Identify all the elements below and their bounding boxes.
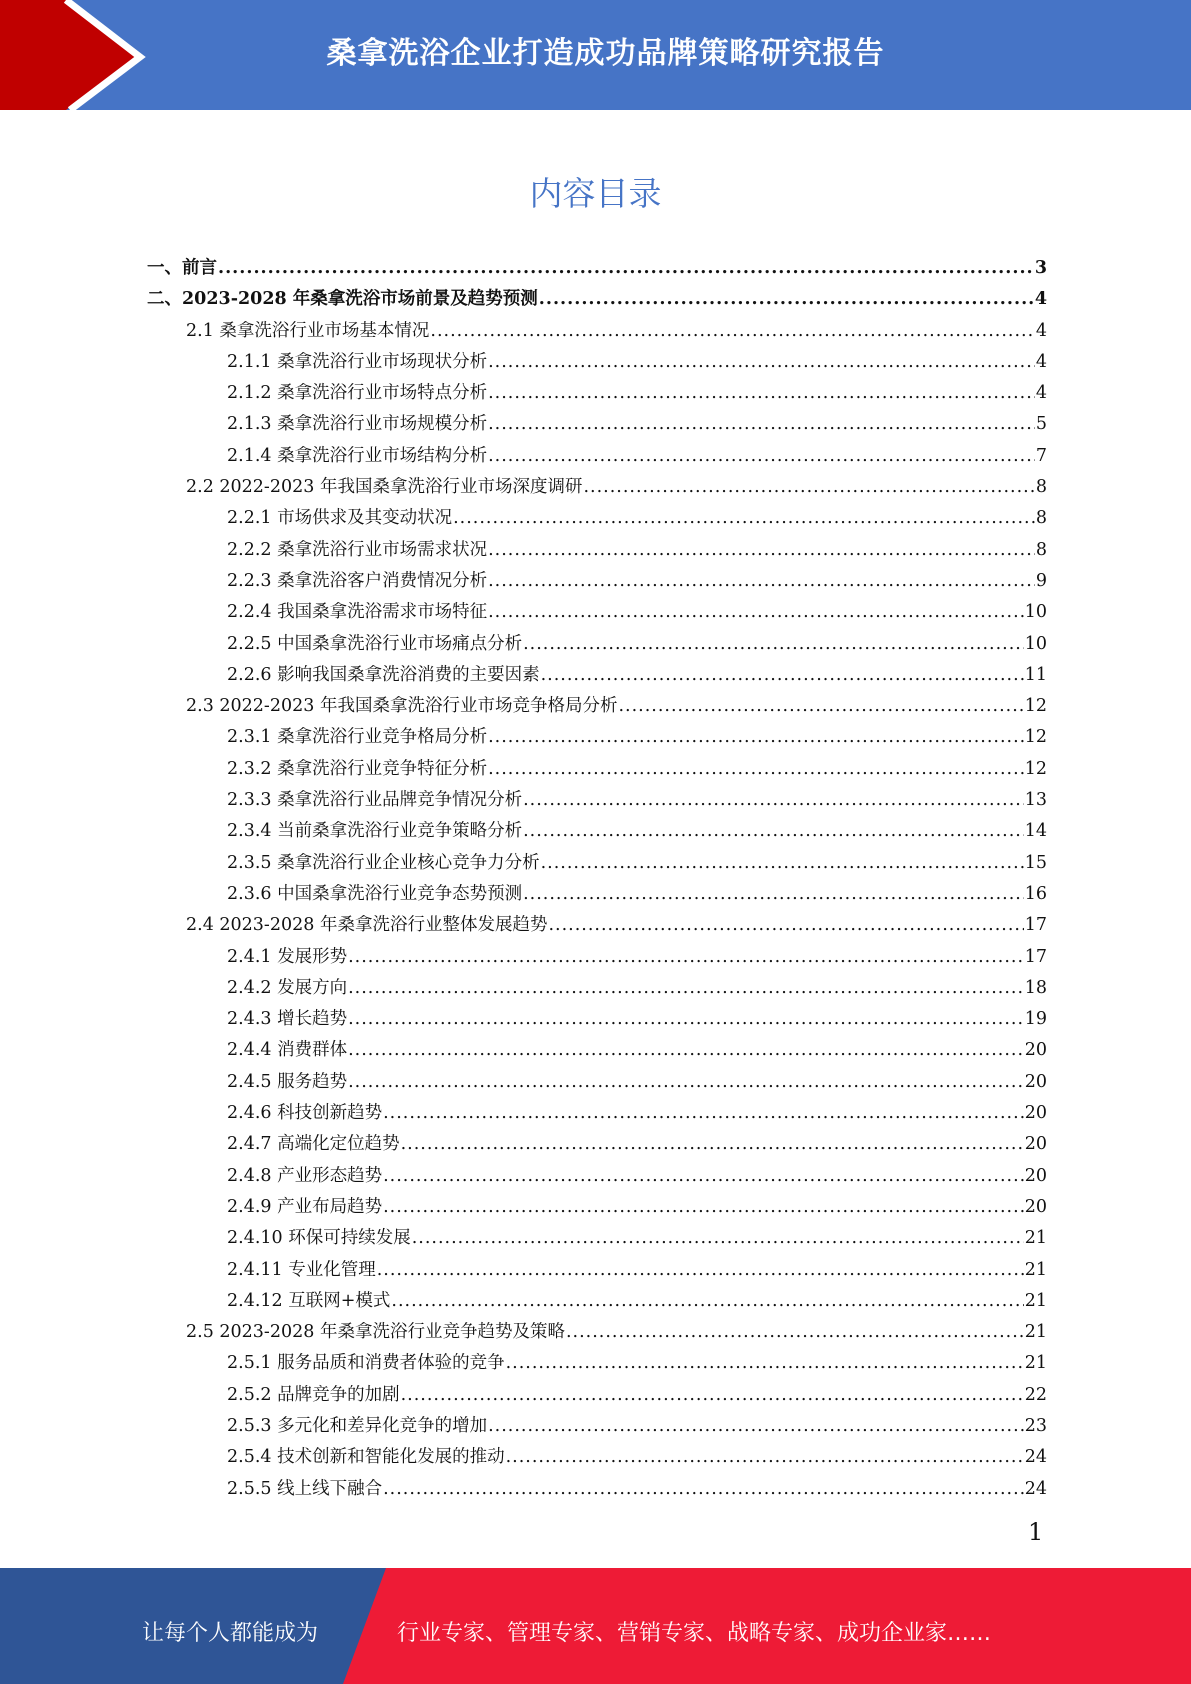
toc-entry-page: 23	[1024, 1415, 1047, 1436]
toc-entry-label: 2.2.6 影响我国桑拿洗浴消费的主要因素	[227, 664, 540, 685]
toc-entry-page: 10	[1024, 602, 1047, 623]
toc-leader-dots	[488, 722, 1024, 753]
toc-leader-dots	[539, 284, 1034, 315]
toc-leader-dots	[412, 1223, 1024, 1254]
toc-leader-dots	[488, 1411, 1024, 1442]
toc-leader-dots	[583, 472, 1034, 503]
toc-entry-page: 10	[1024, 633, 1047, 654]
toc-entry[interactable]	[147, 1317, 1047, 1348]
toc-entry-page: 20	[1024, 1103, 1047, 1124]
toc-leader-dots	[383, 1161, 1024, 1192]
toc-entry-label: 2.4.8 产业形态趋势	[227, 1165, 383, 1186]
toc-entry[interactable]	[147, 1442, 1047, 1473]
toc-heading: 内容目录	[529, 174, 662, 213]
toc-leader-dots	[523, 629, 1024, 660]
toc-entry-label: 2.1.4 桑拿洗浴行业市场结构分析	[227, 445, 488, 466]
toc-entry-label: 二、2023-2028 年桑拿洗浴市场前景及趋势预测	[147, 289, 538, 310]
toc-entry[interactable]	[147, 409, 1047, 440]
toc-leader-dots	[348, 973, 1024, 1004]
toc-entry[interactable]	[147, 1223, 1047, 1254]
toc-entry-label: 2.2.4 我国桑拿洗浴需求市场特征	[227, 602, 488, 623]
page-header	[0, 0, 1191, 110]
toc-entry-page: 24	[1024, 1478, 1047, 1499]
toc-entry[interactable]	[147, 1035, 1047, 1066]
footer-slogan-right: 行业专家、管理专家、营销专家、战略专家、成功企业家……	[397, 1621, 992, 1646]
toc-entry-page: 20	[1024, 1040, 1047, 1061]
toc-entry-page: 14	[1024, 821, 1047, 842]
toc-entry-page: 21	[1024, 1322, 1047, 1343]
toc-entry-page: 20	[1024, 1071, 1047, 1092]
toc-entry[interactable]	[147, 503, 1047, 534]
toc-entry[interactable]	[147, 816, 1047, 847]
toc-entry-label: 2.2.5 中国桑拿洗浴行业市场痛点分析	[227, 633, 523, 654]
toc-entry[interactable]	[147, 660, 1047, 691]
toc-entry-page: 7	[1035, 445, 1047, 466]
toc-entry[interactable]	[147, 973, 1047, 1004]
toc-entry-page: 17	[1024, 946, 1047, 967]
toc-entry-label: 2.3.3 桑拿洗浴行业品牌竞争情况分析	[227, 790, 523, 811]
footer-slogan-left: 让每个人都能成为	[142, 1621, 319, 1646]
toc-entry-page: 11	[1024, 664, 1047, 685]
toc-entry-page: 9	[1035, 570, 1047, 591]
toc-entry-label: 2.3.4 当前桑拿洗浴行业竞争策略分析	[227, 821, 523, 842]
toc-entry-label: 2.3.2 桑拿洗浴行业竞争特征分析	[227, 758, 488, 779]
toc-entry[interactable]	[147, 1255, 1047, 1286]
toc-entry-label: 2.4 2023-2028 年桑拿洗浴行业整体发展趋势	[186, 915, 548, 936]
toc-entry-label: 2.5.2 品牌竞争的加剧	[227, 1384, 400, 1405]
toc-entry-page: 21	[1024, 1228, 1047, 1249]
toc-leader-dots	[566, 1317, 1024, 1348]
toc-entry[interactable]	[147, 597, 1047, 628]
toc-leader-dots	[541, 660, 1024, 691]
toc-leader-dots	[488, 441, 1035, 472]
toc-entry-label: 2.3.5 桑拿洗浴行业企业核心竞争力分析	[227, 852, 540, 873]
toc-entry-label: 2.4.12 互联网+模式	[227, 1290, 391, 1311]
toc-entry-page: 22	[1024, 1384, 1047, 1405]
toc-leader-dots	[391, 1286, 1023, 1317]
toc-leader-dots	[488, 535, 1035, 566]
toc-entry-label: 2.1 桑拿洗浴行业市场基本情况	[186, 320, 430, 341]
toc-leader-dots	[348, 1067, 1024, 1098]
toc-entry-page: 5	[1035, 414, 1047, 435]
toc-leader-dots	[218, 253, 1034, 284]
toc-entry-label: 2.4.1 发展形势	[227, 946, 348, 967]
toc-entry-label: 2.4.4 消费群体	[227, 1040, 348, 1061]
toc-entry-label: 2.4.2 发展方向	[227, 977, 348, 998]
toc-leader-dots	[401, 1129, 1024, 1160]
toc-leader-dots	[548, 910, 1023, 941]
toc-leader-dots	[383, 1192, 1024, 1223]
toc-entry-page: 4	[1034, 289, 1047, 310]
toc-entry-label: 2.5.1 服务品质和消费者体验的竞争	[227, 1353, 505, 1374]
toc-entry[interactable]	[147, 441, 1047, 472]
toc-entry[interactable]	[147, 253, 1047, 284]
toc-leader-dots	[523, 785, 1024, 816]
toc-entry-label: 2.4.9 产业布局趋势	[227, 1196, 383, 1217]
toc-entry-label: 2.5.5 线上线下融合	[227, 1478, 383, 1499]
report-title: 桑拿洗浴企业打造成功品牌策略研究报告	[326, 36, 885, 71]
toc-entry[interactable]	[147, 1474, 1047, 1505]
toc-leader-dots	[523, 879, 1024, 910]
toc-entry[interactable]	[147, 1161, 1047, 1192]
toc-leader-dots	[488, 409, 1035, 440]
toc-entry[interactable]	[147, 629, 1047, 660]
toc-entry-label: 2.4.6 科技创新趋势	[227, 1103, 383, 1124]
toc-leader-dots	[383, 1098, 1024, 1129]
toc-entry-page: 20	[1024, 1165, 1047, 1186]
toc-entry[interactable]	[147, 284, 1047, 315]
toc-entry-label: 2.2.1 市场供求及其变动状况	[227, 508, 453, 529]
toc-leader-dots	[488, 378, 1035, 409]
toc-leader-dots	[506, 1442, 1024, 1473]
toc-leader-dots	[488, 566, 1035, 597]
toc-leader-dots	[523, 816, 1024, 847]
page-number: 1	[1028, 1518, 1044, 1546]
toc-entry[interactable]	[147, 1004, 1047, 1035]
toc-entry-label: 2.3 2022-2023 年我国桑拿洗浴行业市场竞争格局分析	[186, 696, 618, 717]
toc-entry[interactable]	[147, 1286, 1047, 1317]
toc-entry-page: 20	[1024, 1134, 1047, 1155]
toc-entry-page: 3	[1034, 258, 1047, 278]
toc-entry-page: 12	[1024, 758, 1047, 779]
toc-entry-page: 21	[1024, 1290, 1047, 1311]
toc-leader-dots	[430, 316, 1034, 347]
toc-entry-label: 2.5.4 技术创新和智能化发展的推动	[227, 1447, 505, 1468]
toc-leader-dots	[541, 848, 1024, 879]
toc-entry[interactable]	[147, 722, 1047, 753]
toc-leader-dots	[383, 1474, 1024, 1505]
toc-entry[interactable]	[147, 566, 1047, 597]
toc-entry-label: 2.2.2 桑拿洗浴行业市场需求状况	[227, 539, 488, 560]
toc-entry-label: 一、前言	[147, 258, 217, 278]
toc-leader-dots	[348, 1004, 1024, 1035]
page-footer	[0, 1568, 1191, 1684]
toc-entry[interactable]	[147, 1192, 1047, 1223]
toc-entry-page: 24	[1024, 1447, 1047, 1468]
toc-entry-page: 12	[1024, 696, 1047, 717]
toc-leader-dots	[488, 597, 1024, 628]
toc-entry[interactable]	[147, 1348, 1047, 1379]
toc-entry[interactable]	[147, 347, 1047, 378]
toc-entry[interactable]	[147, 1098, 1047, 1129]
toc-entry[interactable]	[147, 378, 1047, 409]
toc-entry-label: 2.5.3 多元化和差异化竞争的增加	[227, 1415, 488, 1436]
table-of-contents	[147, 253, 1047, 1505]
toc-entry-page: 19	[1024, 1009, 1047, 1030]
toc-entry-page: 17	[1024, 915, 1047, 936]
toc-entry[interactable]	[147, 691, 1047, 722]
toc-entry-page: 8	[1035, 477, 1047, 498]
toc-leader-dots	[348, 1035, 1024, 1066]
toc-entry-label: 2.1.1 桑拿洗浴行业市场现状分析	[227, 351, 488, 372]
toc-leader-dots	[488, 754, 1024, 785]
toc-entry-label: 2.4.7 高端化定位趋势	[227, 1134, 400, 1155]
toc-leader-dots	[401, 1380, 1024, 1411]
toc-entry-page: 4	[1035, 351, 1047, 372]
toc-entry-page: 18	[1024, 977, 1047, 998]
toc-leader-dots	[453, 503, 1035, 534]
toc-entry[interactable]	[147, 535, 1047, 566]
toc-entry-label: 2.2 2022-2023 年我国桑拿洗浴行业市场深度调研	[186, 477, 583, 498]
toc-entry[interactable]	[147, 754, 1047, 785]
toc-entry[interactable]	[147, 1067, 1047, 1098]
toc-entry-page: 4	[1035, 383, 1047, 404]
toc-entry-page: 8	[1035, 508, 1047, 529]
toc-entry[interactable]	[147, 942, 1047, 973]
toc-entry-page: 21	[1024, 1259, 1047, 1280]
toc-entry[interactable]	[147, 848, 1047, 879]
toc-entry-page: 8	[1035, 539, 1047, 560]
toc-entry[interactable]	[147, 472, 1047, 503]
toc-entry-label: 2.3.1 桑拿洗浴行业竞争格局分析	[227, 727, 488, 748]
toc-entry-page: 15	[1024, 852, 1047, 873]
toc-leader-dots	[506, 1348, 1024, 1379]
toc-entry[interactable]	[147, 785, 1047, 816]
toc-entry-label: 2.5 2023-2028 年桑拿洗浴行业竞争趋势及策略	[186, 1322, 565, 1343]
toc-entry-page: 13	[1024, 790, 1047, 811]
toc-entry[interactable]	[147, 1380, 1047, 1411]
toc-leader-dots	[618, 691, 1023, 722]
toc-entry-label: 2.2.3 桑拿洗浴客户消费情况分析	[227, 570, 488, 591]
toc-entry-label: 2.1.3 桑拿洗浴行业市场规模分析	[227, 414, 488, 435]
toc-entry-label: 2.1.2 桑拿洗浴行业市场特点分析	[227, 383, 488, 404]
toc-entry-page: 12	[1024, 727, 1047, 748]
toc-entry[interactable]	[147, 316, 1047, 347]
toc-entry-page: 4	[1035, 320, 1047, 341]
toc-entry-page: 21	[1024, 1353, 1047, 1374]
toc-leader-dots	[348, 942, 1024, 973]
toc-entry[interactable]	[147, 1411, 1047, 1442]
toc-entry-label: 2.4.3 增长趋势	[227, 1009, 348, 1030]
toc-entry-page: 20	[1024, 1196, 1047, 1217]
toc-entry-page: 16	[1024, 883, 1047, 904]
toc-entry[interactable]	[147, 910, 1047, 941]
toc-entry-label: 2.4.10 环保可持续发展	[227, 1228, 411, 1249]
toc-entry[interactable]	[147, 879, 1047, 910]
toc-leader-dots	[488, 347, 1035, 378]
toc-entry-label: 2.3.6 中国桑拿洗浴行业竞争态势预测	[227, 883, 523, 904]
toc-entry-label: 2.4.11 专业化管理	[227, 1259, 376, 1280]
toc-entry[interactable]	[147, 1129, 1047, 1160]
toc-entry-label: 2.4.5 服务趋势	[227, 1071, 348, 1092]
toc-leader-dots	[377, 1255, 1024, 1286]
